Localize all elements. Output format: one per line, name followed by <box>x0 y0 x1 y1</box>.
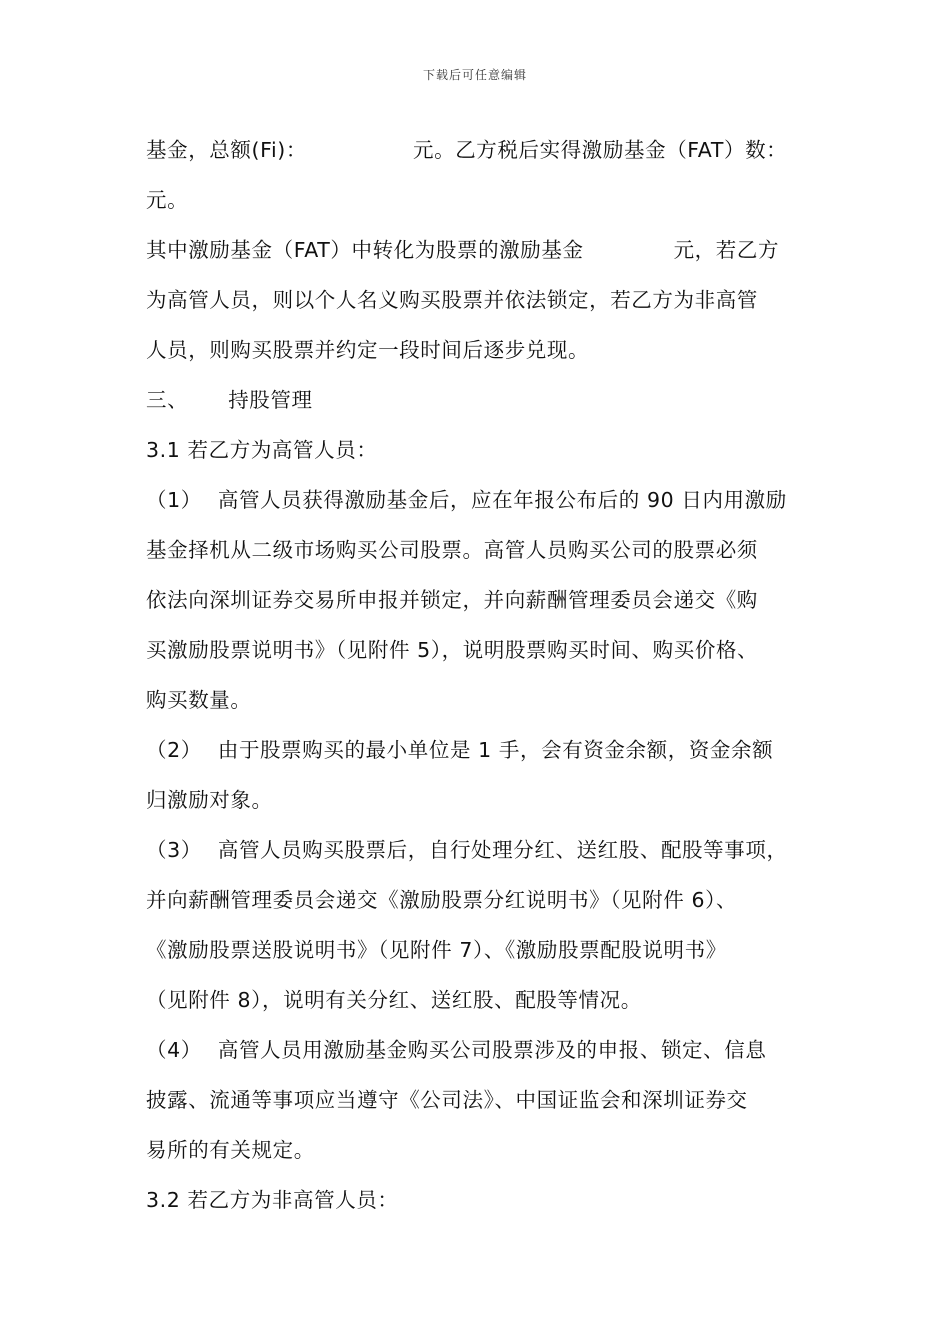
paragraph-line: 购买数量。 <box>146 688 252 712</box>
item-text: 高管人员购买股票后，自行处理分红、送红股、配股等事项， <box>217 838 788 862</box>
paragraph-line: 易所的有关规定。 <box>146 1138 315 1162</box>
item-number: （2） <box>146 738 202 762</box>
paragraph-line: 披露、流通等事项应当遵守《公司法》、中国证监会和深圳证券交 <box>146 1088 748 1112</box>
paragraph-line: 基金择机从二级市场购买公司股票。高管人员购买公司的股票必须 <box>146 538 758 562</box>
item-number: （3） <box>146 838 202 862</box>
paragraph-line: 买激励股票说明书》（见附件 5），说明股票购买时间、购买价格、 <box>146 638 759 662</box>
text-if-party-b: 元，若乙方 <box>673 238 780 262</box>
subsection-heading: 3.2 若乙方为非高管人员： <box>146 1188 399 1212</box>
paragraph-line <box>146 486 787 514</box>
paragraph-line: 《激励股票送股说明书》（见附件 7）、《激励股票配股说明书》 <box>146 938 727 962</box>
paragraph-line <box>146 136 787 164</box>
text-fund-total: 基金，总额(Fi)： <box>146 138 307 162</box>
paragraph-line <box>146 236 779 264</box>
paragraph-line: 归激励对象。 <box>146 788 273 812</box>
text-fat-amount: 元。乙方税后实得激励基金（FAT）数： <box>413 138 788 162</box>
subsection-heading: 3.1 若乙方为高管人员： <box>146 438 378 462</box>
item-text: 由于股票购买的最小单位是 1 手，会有资金余额，资金余额 <box>217 738 774 762</box>
paragraph-line: 元。 <box>146 188 189 212</box>
paragraph-line <box>146 836 788 864</box>
item-number: （1） <box>146 488 202 512</box>
section-title: 持股管理 <box>228 388 313 412</box>
item-text: 高管人员获得激励基金后，应在年报公布后的 90 日内用激励 <box>217 488 787 512</box>
section-heading <box>146 386 313 414</box>
paragraph-line: （见附件 8），说明有关分红、送红股、配股等情况。 <box>146 988 642 1012</box>
item-text: 高管人员用激励基金购买公司股票涉及的申报、锁定、信息 <box>217 1038 767 1062</box>
paragraph-line: 依法向深圳证券交易所申报并锁定，并向薪酬管理委员会递交《购 <box>146 588 758 612</box>
text-stock-fund: 其中激励基金（FAT）中转化为股票的激励基金 <box>146 238 584 262</box>
section-number: 三、 <box>146 388 189 412</box>
paragraph-line <box>146 1036 766 1064</box>
paragraph-line: 为高管人员，则以个人名义购买股票并依法锁定，若乙方为非高管 <box>146 288 758 312</box>
paragraph-line: 人员，则购买股票并约定一段时间后逐步兑现。 <box>146 338 590 362</box>
paragraph-line: 并向薪酬管理委员会递交《激励股票分红说明书》（见附件 6）、 <box>146 888 738 912</box>
header-note: 下载后可任意编辑 <box>422 68 527 82</box>
paragraph-line <box>146 736 773 764</box>
item-number: （4） <box>146 1038 202 1062</box>
